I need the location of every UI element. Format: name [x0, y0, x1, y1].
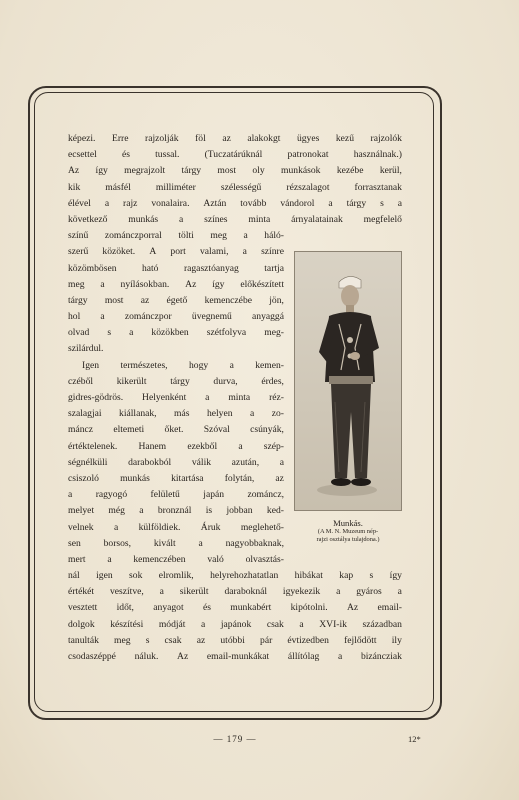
text-line: máncz eltemeti őket. Szóval csúnyák,	[68, 424, 284, 436]
text-line: kik másfél milliméter szélességű rézszalagot forrasztanak	[68, 181, 402, 193]
text-line: czéből kikerült tárgy durva, érdes,	[68, 375, 284, 387]
caption-source-2: rajzi osztálya tulajdona.)	[316, 536, 380, 543]
text-line: Igen természetes, hogy a kemen-	[82, 359, 284, 371]
caption-source-1: (A M. N. Muzeum nép-	[317, 528, 379, 535]
caption-title: Munkás.	[333, 518, 363, 528]
text-line: értéktelenek. Hanem ezekből a szép-	[68, 440, 284, 452]
text-line: gidres-gödrös. Helyenként a minta réz-	[68, 392, 284, 403]
worker-photo	[294, 251, 402, 511]
text-line: sen borsos, kivált a nagyobbaknak,	[68, 537, 284, 549]
text-line: következő munkás a színes minta árnyalatainak megfelelő	[68, 213, 402, 225]
text-line: vesztett időt, anyagot és munkabért kipótolni. Az email-	[68, 602, 402, 614]
text-line: csodaszéppé náluk. Az email-munkákat állítólag a bizáncziak	[68, 651, 402, 662]
text-line: szerű közöket. A port valami, a színre	[68, 246, 284, 258]
text-line: ecsettel és tussal. (Tuczatárúknál patronokat használnak.)	[68, 149, 402, 161]
text-line: Az így megrajzolt tárgy most oly munkások kezébe kerül,	[68, 165, 402, 177]
page-number: — 179 —	[213, 734, 257, 744]
text-line: tárgy most az égető kemenczébe jön,	[68, 294, 284, 306]
figure-caption	[294, 518, 402, 544]
text-line: tanulták meg s csak az utóbbi pár évtizedben fejlődött ily	[68, 634, 402, 646]
text-line: nál igen sok elromlik, helyrehozhatatlan hibákat kap s így	[68, 570, 402, 582]
text-line: dolgok készítési módját a japánok csak a XVI-ik században	[68, 618, 402, 630]
signature-mark: 12*	[408, 734, 421, 744]
text-line: hol a zománczpor üvegnemű anyaggá	[68, 311, 284, 323]
text-line: élével a rajz vonalaira. Aztán tovább vándorol a tárgy s a	[68, 197, 402, 209]
text-line: mert a kemenczében való olvasztás-	[68, 553, 284, 565]
text-line: ségnélküli darabokból válik azután, a	[68, 456, 284, 468]
text-line: olvad s a közökben szétfolyva meg-	[68, 327, 284, 339]
worker-photo-icon	[295, 252, 401, 510]
text-line: velnek a külföldiek. Áruk meglehető-	[68, 521, 284, 533]
text-line: a ragyogó felületű japán zománcz,	[68, 489, 284, 501]
text-line: közömbösen ható ragasztóanyag tartja	[68, 262, 284, 274]
text-line: színű zománczporral tölti meg a háló-	[68, 230, 284, 242]
text-line: meg a nyílásokban. Az így előkészített	[68, 278, 284, 290]
text-line: képezi. Erre rajzolják föl az alakokgt ügyes kezű rajzolók	[68, 133, 402, 144]
text-line: szilárdul.	[68, 343, 104, 355]
text-line: szalagjai kiállanak, más helyen a zo-	[68, 408, 284, 420]
text-line: csiszoló munkás kitartása folytán, az	[68, 472, 284, 484]
text-line: melyet még a bronznál is jobban ked-	[68, 505, 284, 517]
text-line: értékét veszítve, a sikerült daraboknál igyekezik a gyáros a	[68, 586, 402, 598]
